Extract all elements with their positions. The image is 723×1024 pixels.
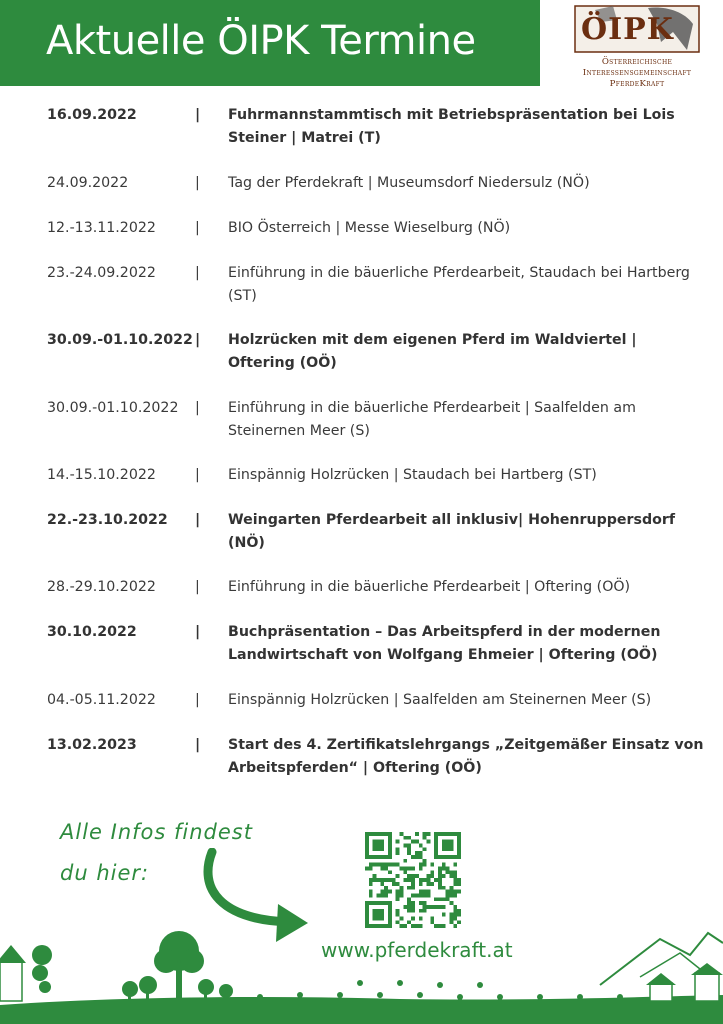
event-date: 22.-23.10.2022 [47, 512, 168, 528]
event-date: 23.-24.09.2022 [47, 265, 156, 281]
qr-code-icon[interactable] [365, 832, 461, 928]
landscape-illustration-icon [0, 925, 723, 1024]
event-title: Start des 4. Zertifikatslehrgangs „Zeitgemäßer Einsatz von Arbeitspferden“ | Oftering (OÖ) [228, 737, 704, 776]
header-bar [0, 0, 540, 86]
logo-line-1: Österreichische [601, 57, 673, 67]
event-title: Weingarten Pferdearbeit all inklusiv| Hohenruppersdorf (NÖ) [228, 512, 676, 551]
logo-word: ÖIPK [581, 12, 674, 47]
event-title: Buchpräsentation – Das Arbeitspferd in der modernen Landwirtschaft von Wolfgang Ehmeier | Oftering (OÖ) [228, 624, 661, 663]
event-separator: | [195, 332, 201, 348]
event-title: BIO Österreich | Messe Wieselburg (NÖ) [228, 220, 511, 236]
event-separator: | [195, 692, 200, 708]
logo-line-2: Interessensgemeinschaft [582, 68, 692, 78]
event-title: Tag der Pferdekraft | Museumsdorf Niedersulz (NÖ) [228, 175, 590, 191]
event-row [47, 329, 707, 375]
event-date: 30.10.2022 [47, 624, 137, 640]
event-title: Holzrücken mit dem eigenen Pferd im Waldviertel | Oftering (OÖ) [228, 332, 637, 371]
event-row [47, 397, 707, 443]
event-date: 12.-13.11.2022 [47, 220, 156, 236]
event-row [47, 734, 707, 780]
event-separator: | [195, 579, 200, 595]
event-title: Einspännig Holzrücken | Staudach bei Hartberg (ST) [228, 467, 597, 483]
event-date: 30.09.-01.10.2022 [47, 332, 193, 348]
event-row [47, 576, 707, 599]
event-row [47, 509, 707, 555]
event-row [47, 262, 707, 308]
event-separator: | [195, 737, 201, 753]
event-date: 13.02.2023 [47, 737, 137, 753]
event-separator: | [195, 107, 201, 123]
handwriting-line-1: Alle Infos findest [60, 820, 253, 844]
event-date: 30.09.-01.10.2022 [47, 400, 179, 416]
website-link[interactable]: www.pferdekraft.at [321, 938, 513, 962]
event-separator: | [195, 175, 200, 191]
event-separator: | [195, 512, 201, 528]
event-title: Einführung in die bäuerliche Pferdearbeit | Saalfelden am Steinernen Meer (S) [228, 400, 636, 439]
event-title: Fuhrmannstammtisch mit Betriebspräsentation bei Lois Steiner | Matrei (T) [228, 107, 675, 146]
event-separator: | [195, 467, 200, 483]
event-date: 24.09.2022 [47, 175, 129, 191]
oeipk-logo [553, 2, 721, 88]
event-separator: | [195, 400, 200, 416]
event-separator: | [195, 265, 200, 281]
event-row [47, 621, 707, 667]
event-title: Einführung in die bäuerliche Pferdearbeit, Staudach bei Hartberg (ST) [228, 265, 690, 304]
page-title: Aktuelle ÖIPK Termine [46, 18, 476, 64]
event-date: 14.-15.10.2022 [47, 467, 156, 483]
event-title: Einführung in die bäuerliche Pferdearbeit | Oftering (OÖ) [228, 579, 631, 595]
event-title: Einspännig Holzrücken | Saalfelden am Steinernen Meer (S) [228, 692, 652, 708]
event-date: 28.-29.10.2022 [47, 579, 156, 595]
event-row [47, 104, 707, 150]
event-date: 16.09.2022 [47, 107, 137, 123]
event-row [47, 172, 707, 195]
logo-line-3: PferdeKraft [609, 79, 665, 89]
event-row [47, 217, 707, 240]
event-separator: | [195, 220, 200, 236]
event-row [47, 689, 707, 712]
handwriting-line-2: du hier: [60, 861, 150, 885]
event-separator: | [195, 624, 201, 640]
event-date: 04.-05.11.2022 [47, 692, 156, 708]
event-row [47, 464, 707, 487]
